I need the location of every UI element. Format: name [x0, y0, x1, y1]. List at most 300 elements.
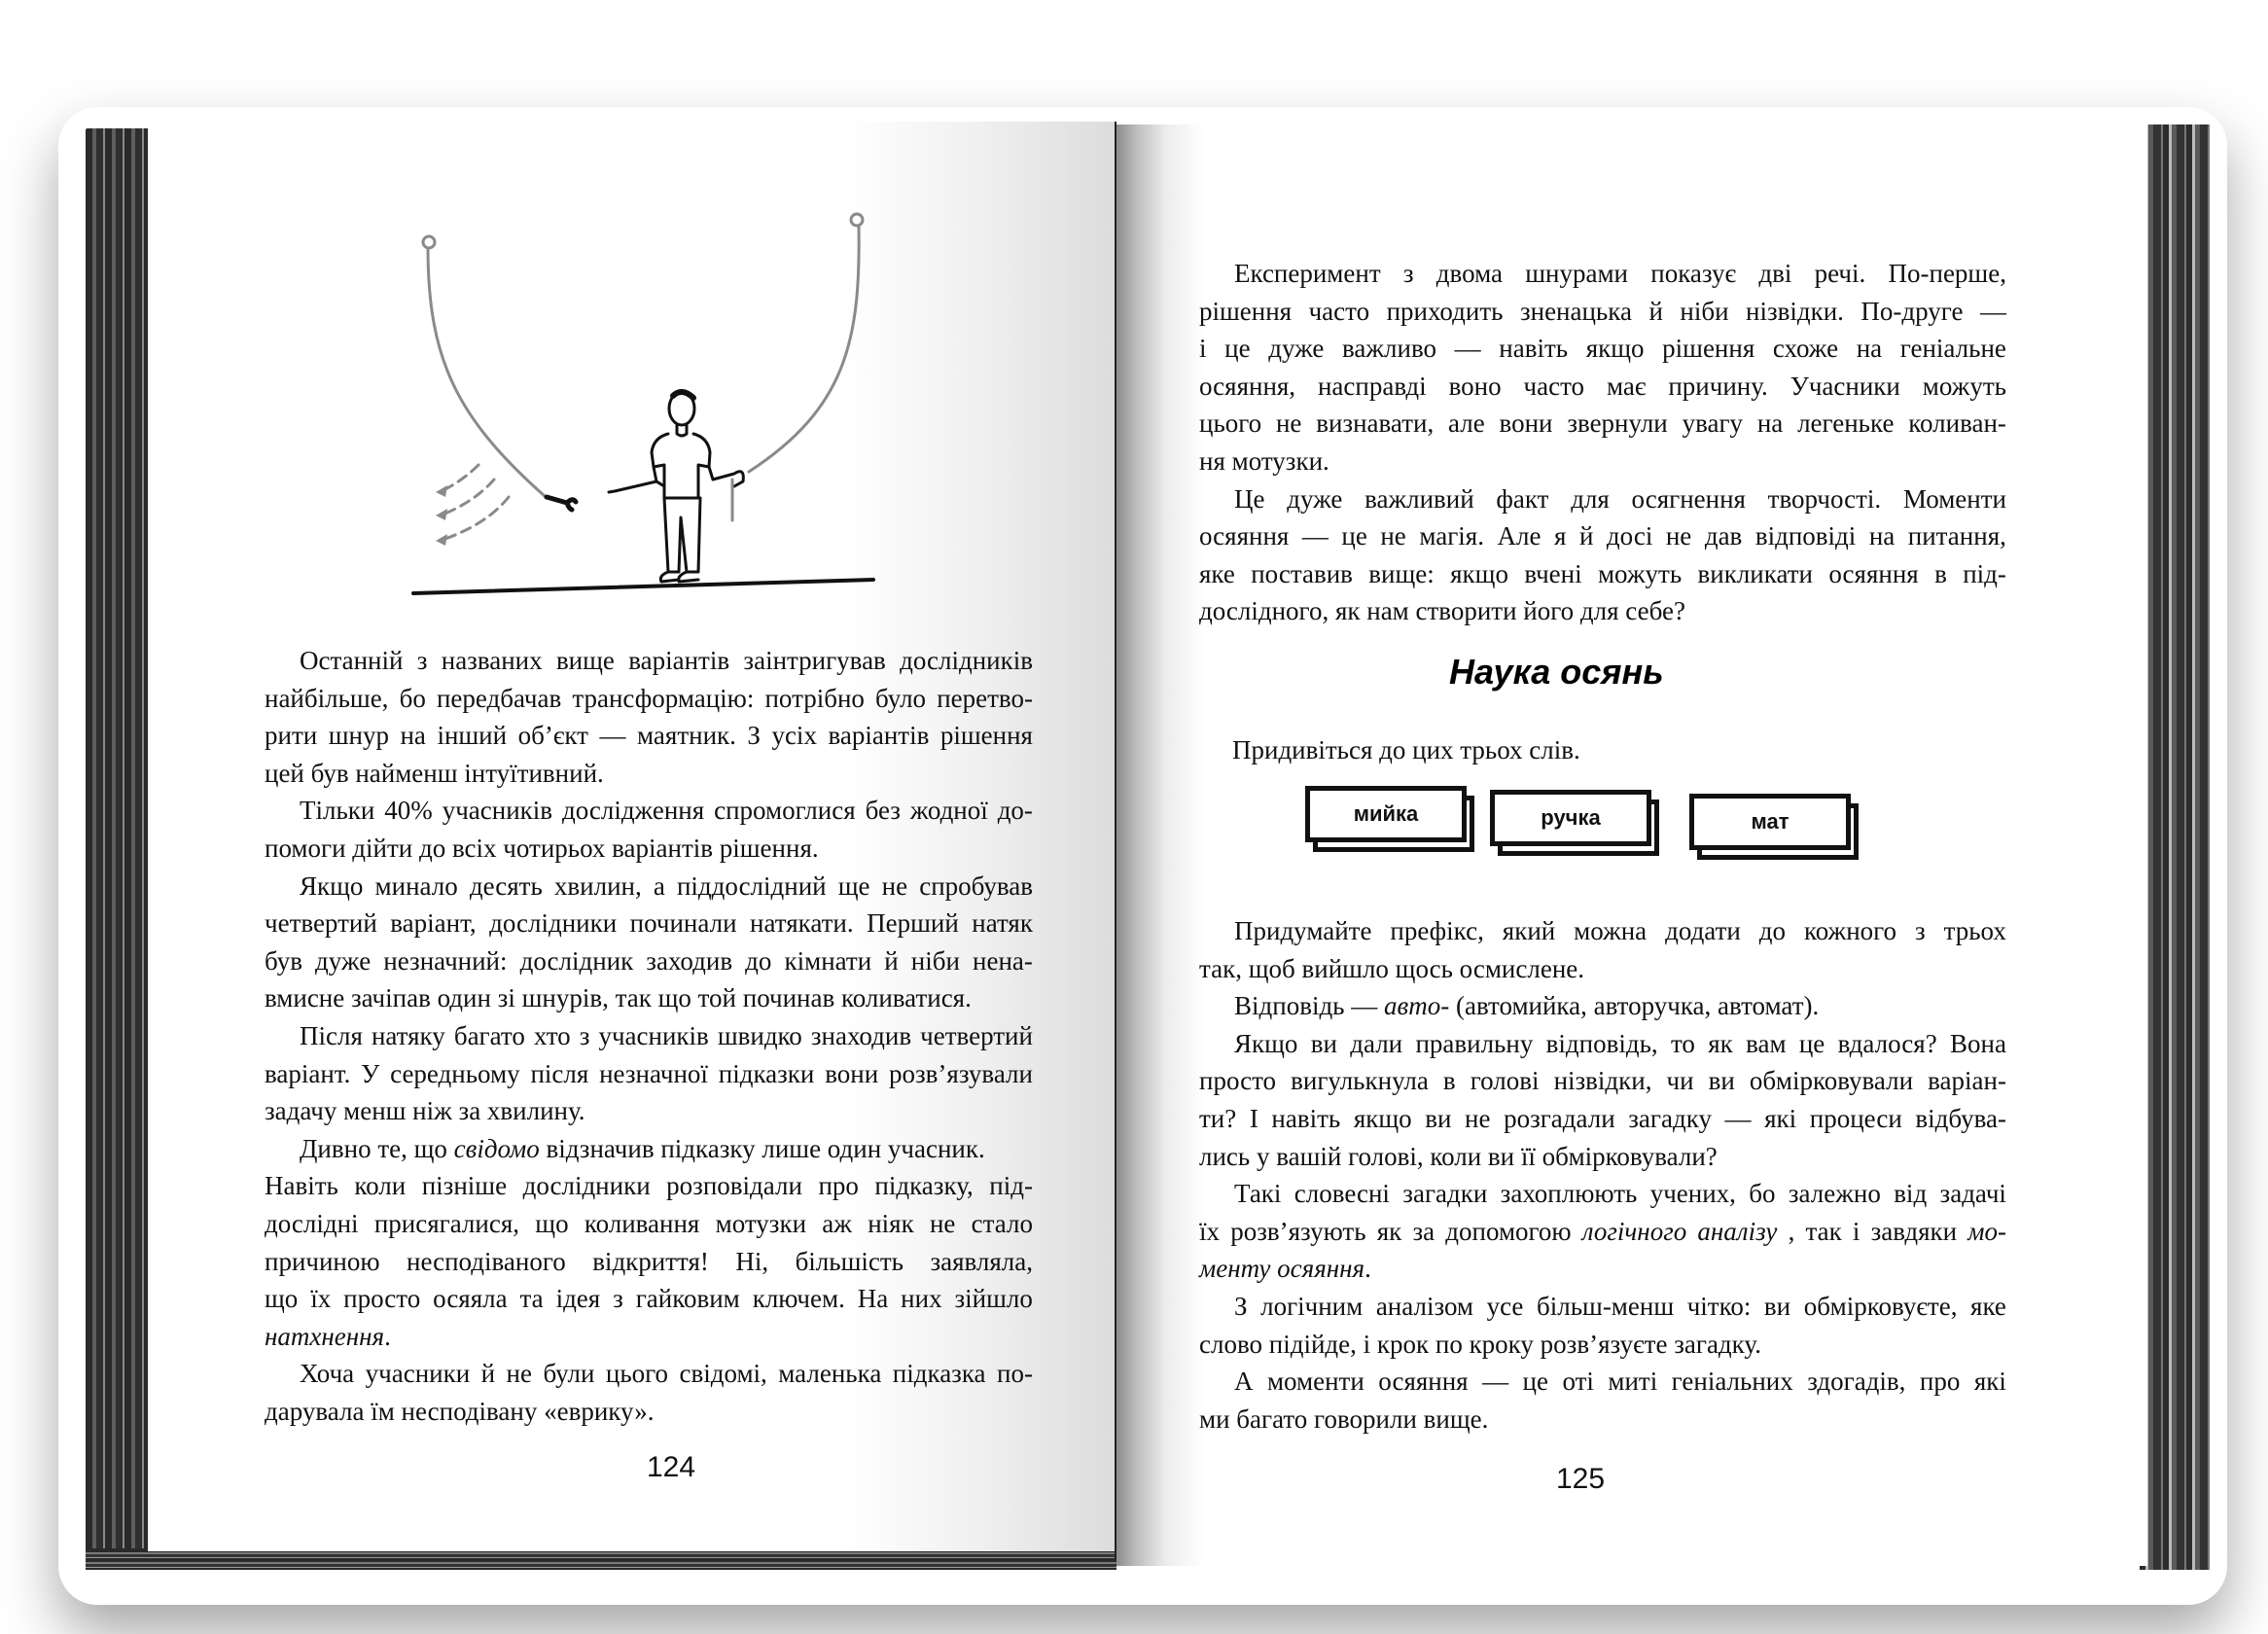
text-run: дослідників: [900, 646, 1033, 675]
text-run: правильну: [1415, 1028, 1534, 1058]
text-line: [300, 798, 1033, 824]
text-run: викликати: [1697, 558, 1813, 588]
text-run: коливання: [584, 1209, 700, 1238]
text-run: Хоча: [300, 1359, 355, 1389]
italic-text: натхнення: [265, 1321, 385, 1351]
text-run: вигулькнула: [1291, 1066, 1429, 1096]
text-run: це: [1224, 334, 1251, 364]
text-run: маятник.: [637, 721, 736, 751]
text-line: [265, 1246, 1033, 1276]
text-line: [1199, 448, 1329, 475]
text-run: Моменти: [1902, 483, 2006, 514]
text-run: середньому: [390, 1058, 520, 1088]
text-run: ідея: [555, 1284, 601, 1314]
text-run: мотузки: [715, 1209, 807, 1238]
text-run: навіть: [1499, 334, 1569, 364]
text-run: визнавати,: [1316, 408, 1435, 439]
text-run: ,: [1788, 1216, 1795, 1246]
text-run: Дивно те, що: [300, 1133, 454, 1163]
text-line: [265, 985, 972, 1012]
text-run: творчості.: [1767, 483, 1882, 514]
text-run: можна: [1574, 916, 1648, 945]
text-run: перетво-: [937, 683, 1033, 713]
text-run: насправді: [1317, 371, 1427, 401]
text-run: які: [1764, 1104, 1797, 1133]
text-run: здогадів,: [1807, 1367, 1906, 1397]
text-run: Останній: [300, 646, 404, 675]
text-run: вище:: [1368, 558, 1435, 588]
text-run: —: [1979, 296, 2006, 326]
text-run: оті: [1562, 1367, 1594, 1397]
text-run: магія.: [1419, 521, 1484, 551]
text-run: який: [1502, 916, 1556, 945]
text-run: без: [865, 796, 901, 826]
text-run: четвертий: [920, 1021, 1033, 1050]
text-run: з: [416, 646, 428, 675]
text-run: відкриття!: [592, 1246, 709, 1276]
text-run: Експеримент: [1234, 259, 1381, 288]
text-line: [1234, 1294, 2006, 1320]
text-run: з: [579, 1021, 590, 1050]
text-run: і: [1199, 334, 1207, 364]
text-run: речі.: [1814, 259, 1866, 288]
text-run: від: [1894, 1179, 1928, 1209]
text-run: обмірковуєте,: [1803, 1292, 1958, 1321]
text-run: У: [361, 1058, 380, 1088]
text-run: заявляла,: [930, 1246, 1033, 1276]
text-run: цього: [1199, 408, 1262, 439]
text-run: вдалося?: [1837, 1028, 1937, 1058]
text-run: геніальних: [1671, 1367, 1793, 1397]
text-run: дуже: [315, 945, 372, 976]
text-run: дослідного, як нам створити його для себе?: [1199, 596, 1685, 626]
text-run: них: [901, 1284, 942, 1314]
text-line: [300, 1133, 985, 1163]
text-run: по-: [997, 1359, 1033, 1389]
text-run: дарувала їм несподівану «еврику».: [265, 1397, 655, 1426]
text-run: якщо: [1450, 558, 1508, 588]
text-run: дослідники: [522, 1171, 651, 1201]
word-card: [1490, 790, 1646, 840]
pendulum-illustration: [389, 195, 934, 603]
text-line: [1199, 598, 1685, 624]
text-run: дуже: [1287, 483, 1343, 514]
text-run: як: [1708, 1028, 1733, 1058]
text-run: несподіваного: [407, 1246, 566, 1276]
text-run: стало: [971, 1209, 1033, 1238]
text-line: [265, 1286, 1033, 1312]
text-run: 40%: [384, 796, 433, 826]
text-run: голові: [1470, 1066, 1540, 1096]
text-run: що: [535, 1209, 569, 1238]
text-line: [1199, 1068, 2006, 1094]
text-run: .: [1364, 1254, 1371, 1284]
text-run: Перший: [867, 908, 959, 939]
text-run: Вона: [1950, 1028, 2006, 1058]
text-run: після: [530, 1058, 589, 1088]
wrench-icon: [547, 497, 576, 510]
text-run: питання,: [1907, 521, 2006, 551]
text-run: варіан-: [1928, 1066, 2006, 1096]
text-run: трьох: [1943, 916, 2006, 945]
text-line: [265, 683, 1033, 713]
ground-line: [413, 580, 873, 593]
text-run: в: [1442, 1066, 1456, 1096]
text-line: [1199, 410, 2006, 437]
text-line: [1199, 296, 2006, 326]
text-line: [1234, 1181, 2006, 1207]
text-run: просто: [1199, 1066, 1277, 1096]
text-run: причину.: [1668, 371, 1768, 401]
text-run: учених,: [1649, 1179, 1736, 1209]
text-run: По-перше,: [1888, 259, 2006, 288]
text-run: були: [543, 1359, 595, 1389]
text-run: був: [265, 945, 302, 976]
text-run: звернули: [1567, 408, 1668, 439]
text-line: [265, 835, 819, 862]
text-line: [265, 910, 1033, 937]
text-run: і: [1852, 1216, 1860, 1246]
text-run: розв’язують: [1230, 1216, 1366, 1246]
text-run: Такі: [1234, 1179, 1282, 1209]
words-prompt: Придивіться до цих трьох слів.: [1232, 735, 1580, 764]
text-run: натякати.: [750, 908, 854, 939]
text-run: схоже: [1772, 334, 1839, 364]
text-line: [1199, 1216, 2006, 1246]
italic-text: авто-: [1384, 991, 1450, 1021]
text-run: й: [884, 945, 899, 976]
right-hook-icon: [851, 214, 863, 226]
text-run: коли: [354, 1171, 407, 1201]
text-run: варіантів: [628, 646, 730, 675]
text-run: загадки: [1402, 1179, 1488, 1209]
text-line: [300, 870, 1033, 901]
text-run: минало: [374, 870, 458, 901]
text-run: спромоглися: [714, 796, 856, 826]
text-run: хвилин,: [553, 870, 642, 901]
text-line: [1234, 993, 1819, 1019]
text-run: осяяла: [433, 1284, 508, 1314]
text-run: інший: [437, 721, 508, 751]
text-run: моменти: [1266, 1367, 1364, 1397]
person-figure: [609, 392, 743, 582]
text-run: бо: [399, 683, 426, 713]
text-run: не: [881, 870, 908, 901]
text-run: розгадали: [1504, 1104, 1615, 1133]
text-run: миті: [1608, 1367, 1658, 1397]
italic-text: свідомо: [453, 1133, 540, 1163]
text-run: факт: [1496, 483, 1549, 514]
text-run: я: [1553, 521, 1567, 551]
text-line: [265, 1058, 1033, 1088]
text-run: до-: [997, 796, 1033, 826]
text-run: на: [400, 721, 426, 751]
text-run: усіх: [771, 721, 817, 751]
section-heading: Наука осянь: [1449, 652, 1664, 692]
text-run: можуть: [1597, 558, 1683, 588]
text-run: з: [613, 1284, 623, 1314]
text-run: незначний:: [383, 945, 508, 976]
text-line: [265, 723, 1033, 749]
text-run: дослідник: [519, 945, 634, 976]
text-line: [1234, 918, 2006, 944]
text-line: [300, 1023, 1033, 1049]
text-run: залежно: [1788, 1179, 1881, 1209]
text-run: приходить: [1386, 296, 1504, 326]
left-rope: [428, 248, 545, 496]
text-line: [1199, 1403, 1489, 1434]
text-run: не: [1665, 521, 1692, 551]
text-run: Навіть: [265, 1171, 338, 1201]
text-line: [1234, 261, 2006, 287]
text-run: допомогою: [1445, 1216, 1572, 1246]
left-page-number: 124: [647, 1451, 696, 1483]
text-run: під-: [989, 1171, 1033, 1201]
text-run: .: [384, 1321, 391, 1351]
text-run: рішення: [939, 721, 1033, 751]
text-run: дав: [1704, 521, 1743, 551]
text-run: їх: [310, 1284, 332, 1314]
word-card-label: ручка: [1490, 790, 1651, 846]
text-run: аж: [822, 1209, 852, 1238]
text-run: просто: [343, 1284, 421, 1314]
text-run: ня мотузки.: [1199, 446, 1329, 476]
text-run: й: [1578, 521, 1594, 551]
text-line: [1199, 1141, 1718, 1171]
text-run: яке: [1199, 558, 1235, 588]
text-run: й: [1648, 296, 1663, 326]
text-run: осяяння,: [1199, 371, 1296, 401]
text-run: воно: [1448, 371, 1502, 401]
text-run: піддослідний: [676, 870, 827, 901]
text-run: дослідники: [489, 908, 618, 939]
text-run: не: [1465, 1104, 1491, 1133]
text-run: часто: [1523, 371, 1585, 401]
text-run: Але: [1497, 521, 1542, 551]
text-run: це: [1798, 1028, 1825, 1058]
text-run: їх: [1199, 1216, 1221, 1246]
text-run: шнур: [328, 721, 389, 751]
text-line: [265, 945, 1033, 976]
text-run: важливо: [1342, 334, 1437, 364]
text-run: починали: [629, 908, 737, 939]
text-run: нізвідки.: [1746, 296, 1844, 326]
text-run: як: [1376, 1216, 1402, 1246]
text-line: [1199, 953, 1584, 983]
text-run: Придумайте: [1234, 916, 1372, 945]
text-run: Тільки: [300, 796, 375, 826]
text-run: геніальне: [1899, 334, 2006, 364]
text-run: спробував: [919, 870, 1033, 901]
text-run: відбува-: [1915, 1104, 2006, 1133]
text-run: більшість: [795, 1246, 904, 1276]
word-card-label: мийка: [1305, 786, 1467, 842]
text-run: зійшло: [954, 1284, 1033, 1314]
text-run: найбільше,: [265, 683, 389, 713]
text-line: [1199, 558, 2006, 588]
text-run: передбачав: [436, 683, 562, 713]
text-run: відповідь,: [1545, 1028, 1658, 1058]
text-run: причиною: [265, 1246, 380, 1276]
text-run: підказку,: [874, 1171, 974, 1201]
text-line: [265, 1098, 585, 1124]
text-run: ніяк: [868, 1209, 914, 1238]
text-run: заходив: [646, 945, 733, 976]
text-run: розповідали: [666, 1171, 802, 1201]
text-run: усе: [1486, 1292, 1524, 1321]
text-run: заінтригував: [743, 646, 886, 675]
text-run: на: [1856, 334, 1883, 364]
text-run: має: [1606, 371, 1647, 401]
text-run: вони: [1499, 408, 1553, 439]
text-run: осяяння: [1828, 558, 1919, 588]
text-run: вони: [825, 1058, 879, 1088]
text-run: ще: [837, 870, 870, 901]
text-run: По-друге: [1860, 296, 1964, 326]
italic-text: мо-: [1967, 1216, 2006, 1246]
text-run: швидко: [717, 1021, 802, 1050]
text-line: [265, 1321, 391, 1351]
text-run: учасників: [598, 1021, 709, 1050]
text-run: рішення: [1199, 296, 1293, 326]
text-line: [1199, 523, 2006, 550]
text-line: [1199, 373, 2006, 400]
word-card: [1305, 786, 1461, 836]
text-run: маленька: [778, 1359, 882, 1389]
text-run: з: [1402, 259, 1414, 288]
word-card-label: мат: [1689, 794, 1851, 850]
text-run: присягалися,: [373, 1209, 520, 1238]
text-run: осягнення: [1631, 483, 1746, 514]
text-run: які: [1973, 1367, 2006, 1397]
word-card: [1689, 794, 1845, 844]
text-run: поставив: [1251, 558, 1353, 588]
right-rope: [749, 226, 859, 472]
text-run: більш-менш: [1537, 1292, 1675, 1321]
text-run: й: [480, 1359, 496, 1389]
text-run: ви: [1425, 1104, 1452, 1133]
text-run: учасників: [442, 796, 553, 826]
italic-text: логічного: [1581, 1216, 1687, 1246]
text-run: На: [857, 1284, 889, 1314]
text-run: І: [1249, 1104, 1258, 1133]
text-run: —: [1482, 1367, 1509, 1397]
text-run: —: [1301, 521, 1329, 551]
text-run: знаходив: [810, 1021, 912, 1050]
text-run: то: [1670, 1028, 1695, 1058]
text-run: Учасники: [1790, 371, 1900, 401]
text-run: розв’язували: [889, 1058, 1033, 1088]
text-run: часто: [1308, 296, 1370, 326]
text-run: пізніше: [421, 1171, 508, 1201]
text-run: шнурами: [1525, 259, 1628, 288]
text-run: дали: [1350, 1028, 1403, 1058]
text-run: легеньке: [1797, 408, 1895, 439]
text-line: [300, 1361, 1033, 1387]
text-line: [265, 1173, 1033, 1199]
text-run: названих: [441, 646, 543, 675]
text-run: Якщо: [300, 870, 364, 901]
text-run: А: [1234, 1367, 1254, 1397]
text-run: бо: [1749, 1179, 1776, 1209]
text-run: кімнати: [784, 945, 872, 976]
text-run: процеси: [1809, 1104, 1902, 1133]
text-run: рішення: [1662, 334, 1755, 364]
text-run: осяяння: [1378, 1367, 1469, 1397]
text-line: [300, 648, 1033, 674]
text-run: вчені: [1524, 558, 1582, 588]
text-run: З: [747, 721, 761, 751]
text-run: натяку: [371, 1021, 445, 1050]
text-run: можуть: [1922, 371, 2006, 401]
right-page-stack: [2140, 124, 2210, 1570]
text-run: учасники: [365, 1359, 471, 1389]
text-run: ти?: [1199, 1104, 1237, 1133]
text-run: ми багато говорили вище.: [1199, 1403, 1489, 1434]
text-run: до: [1758, 916, 1787, 945]
text-run: —: [1724, 1104, 1752, 1133]
text-run: відзначив підказку лише один учасник.: [539, 1133, 985, 1163]
text-run: так: [1805, 1216, 1842, 1246]
text-run: ключем.: [752, 1284, 845, 1314]
text-run: ви: [1310, 1028, 1337, 1058]
text-run: задачу менш ніж за хвилину.: [265, 1096, 585, 1126]
text-run: логічним: [1260, 1292, 1364, 1321]
text-run: коливан-: [1908, 408, 2006, 439]
text-run: свідомі,: [679, 1359, 767, 1389]
text-run: на: [1868, 521, 1896, 551]
text-run: словесні: [1293, 1179, 1390, 1209]
italic-text: аналізу: [1697, 1216, 1778, 1246]
motion-arrows-icon: [440, 465, 509, 541]
text-run: загадку: [1628, 1104, 1712, 1133]
left-page-stack: [86, 128, 156, 1568]
text-run: префікс,: [1390, 916, 1484, 945]
text-run: четвертий: [265, 908, 377, 939]
text-run: гайковим: [635, 1284, 740, 1314]
text-run: вмисне зачіпав один зі шнурів, так що той починав коливатися.: [265, 983, 972, 1013]
text-run: незначної: [599, 1058, 708, 1088]
text-run: слово підійде, і крок по кроку розв’язуєте загадку.: [1199, 1329, 1761, 1359]
text-run: вам: [1746, 1028, 1787, 1058]
text-line: [265, 1399, 654, 1425]
text-run: вище: [555, 646, 615, 675]
text-run: захоплюють: [1500, 1179, 1638, 1209]
text-run: та: [519, 1284, 544, 1314]
text-run: цей був найменш інтуїтивний.: [265, 758, 604, 788]
text-run: про: [818, 1171, 859, 1201]
text-run: якщо: [1353, 1104, 1412, 1133]
text-run: об’єкт: [517, 721, 588, 751]
text-run: трансформацію:: [572, 683, 755, 713]
text-run: відповіді: [1754, 521, 1857, 551]
bottom-page-stack: [86, 1548, 1116, 1570]
text-run: аналізом: [1375, 1292, 1474, 1321]
text-run: якщо: [1585, 334, 1645, 364]
text-run: це: [1522, 1367, 1548, 1397]
text-run: потрібно: [764, 683, 865, 713]
text-run: помоги дійти до всіх чотирьох варіантів рішення.: [265, 834, 819, 863]
text-run: Це: [1234, 483, 1265, 514]
text-run: так, щоб вийшло щось осмислене.: [1199, 953, 1584, 983]
text-run: багато: [453, 1021, 525, 1050]
text-run: ви: [1708, 1066, 1735, 1096]
text-run: а: [653, 870, 665, 901]
text-run: не: [1380, 521, 1406, 551]
text-run: під-: [1963, 558, 2006, 588]
text-run: увагу: [1682, 408, 1744, 439]
text-run: двома: [1435, 259, 1503, 288]
